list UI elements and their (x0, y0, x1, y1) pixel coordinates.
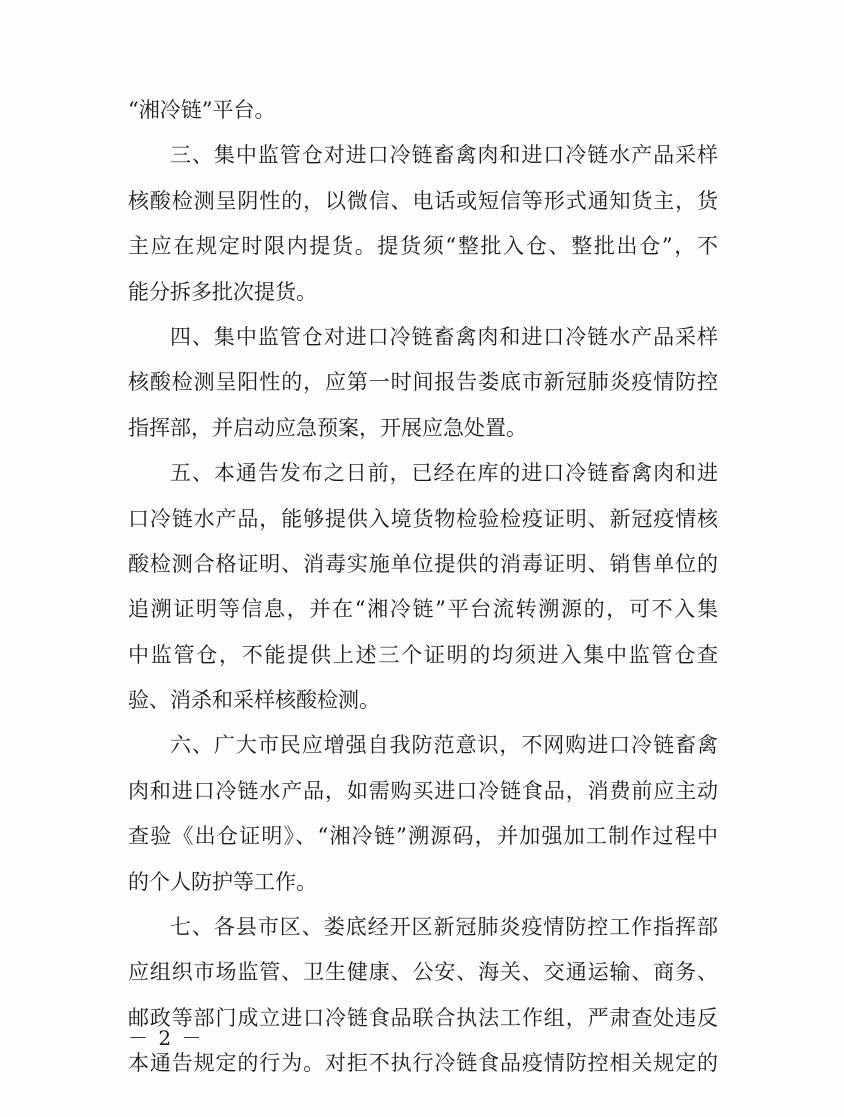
text-line: 验、消杀和采样核酸检测。 (128, 688, 380, 713)
text-line: 核酸检测呈阳性的，应第一时间报告娄底市新冠肺炎疫情防控 (128, 370, 718, 395)
text-line: 酸检测合格证明、消毒实施单位提供的消毒证明、销售单位的 (128, 551, 718, 576)
text-line: 应组织市场监管、卫生健康、公安、海关、交通运输、商务、 (128, 960, 718, 985)
text-line: 五、本通告发布之日前，已经在库的进口冷链畜禽肉和进 (170, 461, 718, 486)
text-line: 主应在规定时限内提货。提货须“整批入仓、整批出仓”，不 (128, 234, 718, 259)
text-line: 指挥部，并启动应急预案，开展应急处置。 (128, 415, 527, 440)
document-body (128, 88, 718, 1087)
text-line: 四、集中监管仓对进口冷链畜禽肉和进口冷链水产品采样 (170, 324, 718, 349)
text-line: 核酸检测呈阴性的，以微信、电话或短信等形式通知货主，货 (128, 188, 718, 213)
text-line: 三、集中监管仓对进口冷链畜禽肉和进口冷链水产品采样 (170, 143, 718, 168)
text-line: 本通告规定的行为。对拒不执行冷链食品疫情防控相关规定的 (128, 1051, 718, 1076)
text-line: 追溯证明等信息，并在“湘冷链”平台流转溯源的，可不入集 (128, 597, 718, 622)
text-line: 肉和进口冷链水产品，如需购买进口冷链食品，消费前应主动 (128, 778, 718, 803)
page-number: － 2 － (128, 1026, 204, 1050)
text-line: 的个人防护等工作。 (128, 869, 317, 894)
text-line: 六、广大市民应增强自我防范意识，不网购进口冷链畜禽 (170, 733, 718, 758)
text-line: 口冷链水产品，能够提供入境货物检验检疫证明、新冠疫情核 (128, 506, 718, 531)
text-line: 七、各县市区、娄底经开区新冠肺炎疫情防控工作指挥部 (170, 915, 718, 940)
text-line: 中监管仓，不能提供上述三个证明的均须进入集中监管仓查 (128, 642, 718, 667)
text-line: 邮政等部门成立进口冷链食品联合执法工作组，严肃查处违反 (128, 1005, 718, 1030)
text-line: 能分拆多批次提货。 (128, 279, 317, 304)
text-line: “湘冷链”平台。 (128, 98, 276, 122)
text-line: 查验《出仓证明》、“湘冷链”溯源码，并加强加工制作过程中 (128, 824, 718, 849)
